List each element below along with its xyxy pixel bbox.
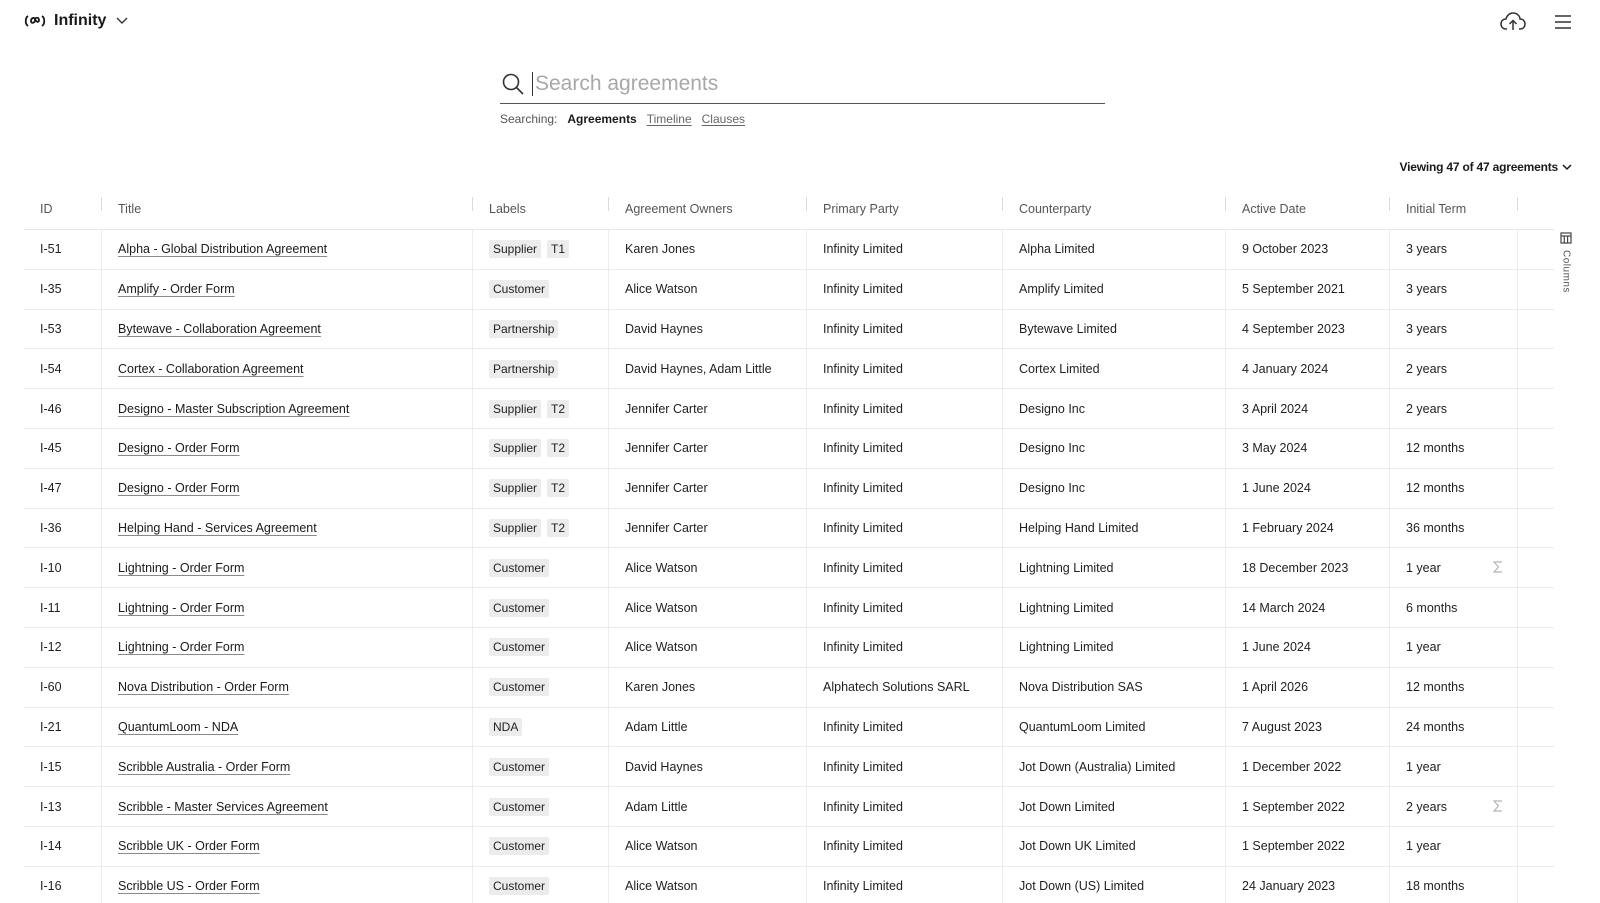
label-tag[interactable]: Customer <box>489 877 549 895</box>
column-header-counterparty[interactable]: Counterparty <box>1003 188 1226 229</box>
cell-initial-term <box>1390 628 1518 667</box>
label-tag[interactable]: Customer <box>489 638 549 656</box>
cell-active-date: 4 January 2024 <box>1226 349 1390 388</box>
cell-counterparty: QuantumLoom Limited <box>1003 708 1226 747</box>
agreement-title-link[interactable]: Amplify - Order Form <box>118 282 235 297</box>
cell-primary-party: Infinity Limited <box>807 310 1003 349</box>
scope-label: Searching: <box>500 112 558 126</box>
cell-title <box>102 588 473 627</box>
cell-primary-party: Infinity Limited <box>807 867 1003 903</box>
table-row[interactable] <box>24 509 1554 549</box>
table-header <box>24 188 1554 230</box>
cell-title <box>102 389 473 428</box>
cell-counterparty: Lightning Limited <box>1003 628 1226 667</box>
cell-initial-term <box>1390 867 1518 903</box>
cell-owners: David Haynes, Adam Little <box>609 349 807 388</box>
label-tag[interactable]: Customer <box>489 798 549 816</box>
columns-panel-toggle[interactable] <box>1554 232 1578 312</box>
cell-id: I-54 <box>24 349 102 388</box>
agreement-title-link[interactable]: Scribble US - Order Form <box>118 879 260 894</box>
sigma-icon[interactable] <box>1491 559 1505 575</box>
cell-title <box>102 867 473 903</box>
columns-icon <box>1560 232 1572 244</box>
agreement-title-link[interactable]: Lightning - Order Form <box>118 640 245 655</box>
agreement-title-link[interactable]: Bytewave - Collaboration Agreement <box>118 321 321 336</box>
label-tag[interactable]: Supplier <box>489 400 541 418</box>
cell-primary-party: Infinity Limited <box>807 708 1003 747</box>
search-area <box>500 64 1105 126</box>
cell-labels <box>473 867 609 903</box>
column-header-initial-term[interactable]: Initial Term <box>1390 188 1518 229</box>
cell-id: I-45 <box>24 429 102 468</box>
columns-label: Columns <box>1560 250 1572 293</box>
cell-initial-term <box>1390 787 1518 826</box>
agreement-title-link[interactable]: QuantumLoom - NDA <box>118 719 239 734</box>
cell-owners: Karen Jones <box>609 230 807 269</box>
cell-labels <box>473 787 609 826</box>
initial-term-value: 12 months <box>1406 481 1465 496</box>
cell-counterparty: Lightning Limited <box>1003 588 1226 627</box>
initial-term-value: 12 months <box>1406 680 1465 695</box>
cell-counterparty: Designo Inc <box>1003 389 1226 428</box>
label-tag[interactable]: NDA <box>489 718 522 736</box>
cell-labels <box>473 389 609 428</box>
cell-id: I-16 <box>24 867 102 903</box>
cell-title <box>102 230 473 269</box>
label-tag[interactable]: Customer <box>489 758 549 776</box>
cell-labels <box>473 349 609 388</box>
chevron-down-icon <box>1562 164 1572 171</box>
cell-title <box>102 708 473 747</box>
hamburger-menu-icon[interactable] <box>1550 10 1576 34</box>
label-tag[interactable]: Customer <box>489 280 549 298</box>
cell-title <box>102 429 473 468</box>
label-tag[interactable]: Customer <box>489 678 549 696</box>
cell-active-date: 3 April 2024 <box>1226 389 1390 428</box>
label-tag[interactable]: Supplier <box>489 240 541 258</box>
cell-initial-term <box>1390 668 1518 707</box>
cell-id: I-14 <box>24 827 102 866</box>
scope-clauses[interactable]: Clauses <box>701 112 745 126</box>
cell-active-date: 1 September 2022 <box>1226 827 1390 866</box>
label-tag[interactable]: T1 <box>547 240 569 258</box>
agreement-title-link[interactable]: Nova Distribution - Order Form <box>118 680 289 695</box>
cell-initial-term <box>1390 310 1518 349</box>
cell-initial-term <box>1390 708 1518 747</box>
cell-owners: Adam Little <box>609 787 807 826</box>
cell-owners: Jennifer Carter <box>609 469 807 508</box>
cell-primary-party: Infinity Limited <box>807 628 1003 667</box>
cell-owners: Jennifer Carter <box>609 509 807 548</box>
table-row[interactable] <box>24 389 1554 429</box>
cell-counterparty: Designo Inc <box>1003 429 1226 468</box>
cell-title <box>102 270 473 309</box>
cell-id: I-11 <box>24 588 102 627</box>
table-row[interactable] <box>24 230 1554 270</box>
cell-active-date: 18 December 2023 <box>1226 548 1390 587</box>
cell-counterparty: Jot Down Limited <box>1003 787 1226 826</box>
cell-title <box>102 628 473 667</box>
cell-owners: Adam Little <box>609 708 807 747</box>
cell-title <box>102 747 473 786</box>
workspace-name: Infinity <box>54 12 107 29</box>
infinity-logo-icon <box>24 10 46 32</box>
column-header-owners[interactable]: Agreement Owners <box>609 188 807 229</box>
cell-title <box>102 469 473 508</box>
label-tag[interactable]: Customer <box>489 559 549 577</box>
table-row[interactable] <box>24 668 1554 708</box>
sigma-icon[interactable] <box>1491 798 1505 814</box>
cell-initial-term <box>1390 230 1518 269</box>
label-tag[interactable]: T2 <box>547 400 569 418</box>
initial-term-value: 3 years <box>1406 242 1447 257</box>
initial-term-value: 1 year <box>1406 759 1441 774</box>
label-tag[interactable]: Customer <box>489 837 549 855</box>
cell-primary-party: Infinity Limited <box>807 389 1003 428</box>
cell-labels <box>473 509 609 548</box>
cell-primary-party: Infinity Limited <box>807 230 1003 269</box>
cell-owners: Alice Watson <box>609 628 807 667</box>
chevron-down-icon <box>116 14 130 28</box>
cell-active-date: 14 March 2024 <box>1226 588 1390 627</box>
agreement-title-link[interactable]: Scribble Australia - Order Form <box>118 759 291 774</box>
scope-timeline[interactable]: Timeline <box>646 112 692 126</box>
cell-counterparty: Bytewave Limited <box>1003 310 1226 349</box>
cell-primary-party: Infinity Limited <box>807 429 1003 468</box>
cell-active-date: 24 January 2023 <box>1226 867 1390 903</box>
search-input[interactable] <box>532 72 1105 96</box>
agreement-title-link[interactable]: Lightning - Order Form <box>118 560 245 575</box>
cell-labels <box>473 668 609 707</box>
initial-term-value: 24 months <box>1406 719 1465 734</box>
cell-labels <box>473 708 609 747</box>
cell-active-date: 1 September 2022 <box>1226 787 1390 826</box>
label-tag[interactable]: Partnership <box>489 320 558 338</box>
initial-term-value: 18 months <box>1406 879 1465 894</box>
agreement-title-link[interactable]: Designo - Master Subscription Agreement <box>118 401 350 416</box>
table-row[interactable] <box>24 469 1554 509</box>
cell-owners: Jennifer Carter <box>609 389 807 428</box>
cell-id: I-12 <box>24 628 102 667</box>
label-tag[interactable]: T2 <box>547 439 569 457</box>
cell-owners: Alice Watson <box>609 548 807 587</box>
cell-initial-term <box>1390 429 1518 468</box>
cell-id: I-15 <box>24 747 102 786</box>
cell-labels <box>473 628 609 667</box>
agreement-title-link[interactable]: Designo - Order Form <box>118 441 240 456</box>
cell-counterparty: Lightning Limited <box>1003 548 1226 587</box>
cell-owners: Alice Watson <box>609 867 807 903</box>
cell-counterparty: Amplify Limited <box>1003 270 1226 309</box>
cell-primary-party: Infinity Limited <box>807 509 1003 548</box>
table-row[interactable] <box>24 429 1554 469</box>
agreement-title-link[interactable]: Designo - Order Form <box>118 481 240 496</box>
cell-primary-party: Alphatech Solutions SARL <box>807 668 1003 707</box>
initial-term-value: 12 months <box>1406 441 1465 456</box>
cell-active-date: 1 February 2024 <box>1226 509 1390 548</box>
cell-active-date: 1 December 2022 <box>1226 747 1390 786</box>
cell-id: I-51 <box>24 230 102 269</box>
cell-initial-term <box>1390 469 1518 508</box>
initial-term-value: 3 years <box>1406 282 1447 297</box>
initial-term-value: 3 years <box>1406 321 1447 336</box>
cell-active-date: 1 June 2024 <box>1226 469 1390 508</box>
table-row[interactable] <box>24 867 1554 903</box>
table-row[interactable] <box>24 588 1554 628</box>
initial-term-value: 2 years <box>1406 799 1447 814</box>
cell-id: I-46 <box>24 389 102 428</box>
initial-term-value: 6 months <box>1406 600 1458 615</box>
table-row[interactable] <box>24 270 1554 310</box>
cell-title <box>102 548 473 587</box>
table-row[interactable] <box>24 349 1554 389</box>
cell-title <box>102 509 473 548</box>
cell-id: I-60 <box>24 668 102 707</box>
search-scope <box>500 112 1105 126</box>
cell-title <box>102 349 473 388</box>
cell-labels <box>473 827 609 866</box>
cell-owners: Alice Watson <box>609 827 807 866</box>
agreement-title-link[interactable]: Lightning - Order Form <box>118 600 245 615</box>
table-row[interactable] <box>24 548 1554 588</box>
column-header-title[interactable]: Title <box>102 188 473 229</box>
label-tag[interactable]: T2 <box>547 479 569 497</box>
cell-labels <box>473 548 609 587</box>
cell-active-date: 4 September 2023 <box>1226 310 1390 349</box>
initial-term-value: 2 years <box>1406 401 1447 416</box>
cell-id: I-36 <box>24 509 102 548</box>
cell-active-date: 1 June 2024 <box>1226 628 1390 667</box>
cell-id: I-21 <box>24 708 102 747</box>
table-body <box>24 230 1554 903</box>
cell-primary-party: Infinity Limited <box>807 270 1003 309</box>
cell-id: I-13 <box>24 787 102 826</box>
cell-id: I-47 <box>24 469 102 508</box>
agreement-title-link[interactable]: Scribble - Master Services Agreement <box>118 799 328 814</box>
cell-owners: Karen Jones <box>609 668 807 707</box>
cell-active-date: 7 August 2023 <box>1226 708 1390 747</box>
label-tag[interactable]: Customer <box>489 599 549 617</box>
cell-counterparty: Cortex Limited <box>1003 349 1226 388</box>
initial-term-value: 2 years <box>1406 361 1447 376</box>
cell-id: I-53 <box>24 310 102 349</box>
cell-primary-party: Infinity Limited <box>807 827 1003 866</box>
cell-labels <box>473 270 609 309</box>
label-tag[interactable]: Partnership <box>489 360 558 378</box>
label-tag[interactable]: Supplier <box>489 519 541 537</box>
table-row[interactable] <box>24 787 1554 827</box>
cell-initial-term <box>1390 548 1518 587</box>
cell-counterparty: Nova Distribution SAS <box>1003 668 1226 707</box>
cloud-upload-icon[interactable] <box>1500 10 1526 34</box>
cell-primary-party: Infinity Limited <box>807 349 1003 388</box>
label-tag[interactable]: Supplier <box>489 439 541 457</box>
cell-owners: Alice Watson <box>609 270 807 309</box>
cell-primary-party: Infinity Limited <box>807 747 1003 786</box>
cell-initial-term <box>1390 349 1518 388</box>
cell-counterparty: Jot Down UK Limited <box>1003 827 1226 866</box>
initial-term-value: 36 months <box>1406 520 1465 535</box>
initial-term-value: 1 year <box>1406 560 1441 575</box>
cell-id: I-35 <box>24 270 102 309</box>
initial-term-value: 1 year <box>1406 640 1441 655</box>
cell-initial-term <box>1390 827 1518 866</box>
cell-primary-party: Infinity Limited <box>807 787 1003 826</box>
cell-title <box>102 668 473 707</box>
cell-owners: Jennifer Carter <box>609 429 807 468</box>
cell-primary-party: Infinity Limited <box>807 469 1003 508</box>
cell-labels <box>473 747 609 786</box>
cell-initial-term <box>1390 747 1518 786</box>
column-header-labels[interactable]: Labels <box>473 188 609 229</box>
column-header-active-date[interactable]: Active Date <box>1226 188 1390 229</box>
cell-initial-term <box>1390 389 1518 428</box>
cell-counterparty: Jot Down (Australia) Limited <box>1003 747 1226 786</box>
search-icon[interactable] <box>502 71 528 97</box>
cell-counterparty: Designo Inc <box>1003 469 1226 508</box>
agreement-title-link[interactable]: Alpha - Global Distribution Agreement <box>118 242 328 257</box>
cell-initial-term <box>1390 509 1518 548</box>
cell-title <box>102 787 473 826</box>
cell-id: I-10 <box>24 548 102 587</box>
label-tag[interactable]: Supplier <box>489 479 541 497</box>
label-tag[interactable]: T2 <box>547 519 569 537</box>
viewing-label: Viewing 47 of 47 agreements <box>1399 160 1558 174</box>
cell-counterparty: Helping Hand Limited <box>1003 509 1226 548</box>
cell-title <box>102 310 473 349</box>
viewing-count-dropdown[interactable] <box>1400 160 1572 174</box>
cell-active-date: 3 May 2024 <box>1226 429 1390 468</box>
agreement-title-link[interactable]: Scribble UK - Order Form <box>118 839 260 854</box>
cell-title <box>102 827 473 866</box>
cell-active-date: 9 October 2023 <box>1226 230 1390 269</box>
table-row[interactable] <box>24 708 1554 748</box>
workspace-switcher[interactable] <box>24 10 130 32</box>
cell-active-date: 5 September 2021 <box>1226 270 1390 309</box>
table-row[interactable] <box>24 827 1554 867</box>
initial-term-value: 1 year <box>1406 839 1441 854</box>
cell-counterparty: Jot Down (US) Limited <box>1003 867 1226 903</box>
cell-owners: David Haynes <box>609 747 807 786</box>
agreements-table <box>24 188 1554 903</box>
cell-active-date: 1 April 2026 <box>1226 668 1390 707</box>
agreement-title-link[interactable]: Cortex - Collaboration Agreement <box>118 361 304 376</box>
cell-labels <box>473 588 609 627</box>
cell-primary-party: Infinity Limited <box>807 548 1003 587</box>
cell-labels <box>473 310 609 349</box>
agreement-title-link[interactable]: Helping Hand - Services Agreement <box>118 520 317 535</box>
table-row[interactable] <box>24 310 1554 350</box>
cell-labels <box>473 469 609 508</box>
cell-owners: Alice Watson <box>609 588 807 627</box>
cell-initial-term <box>1390 270 1518 309</box>
table-row[interactable] <box>24 628 1554 668</box>
table-row[interactable] <box>24 747 1554 787</box>
cell-labels <box>473 230 609 269</box>
column-header-id[interactable]: ID <box>24 188 102 229</box>
column-header-primary-party[interactable]: Primary Party <box>807 188 1003 229</box>
search-bar <box>500 64 1105 104</box>
scope-agreements[interactable]: Agreements <box>567 112 637 126</box>
cell-initial-term <box>1390 588 1518 627</box>
cell-labels <box>473 429 609 468</box>
cell-counterparty: Alpha Limited <box>1003 230 1226 269</box>
cell-owners: David Haynes <box>609 310 807 349</box>
cell-primary-party: Infinity Limited <box>807 588 1003 627</box>
top-bar <box>0 0 1600 44</box>
